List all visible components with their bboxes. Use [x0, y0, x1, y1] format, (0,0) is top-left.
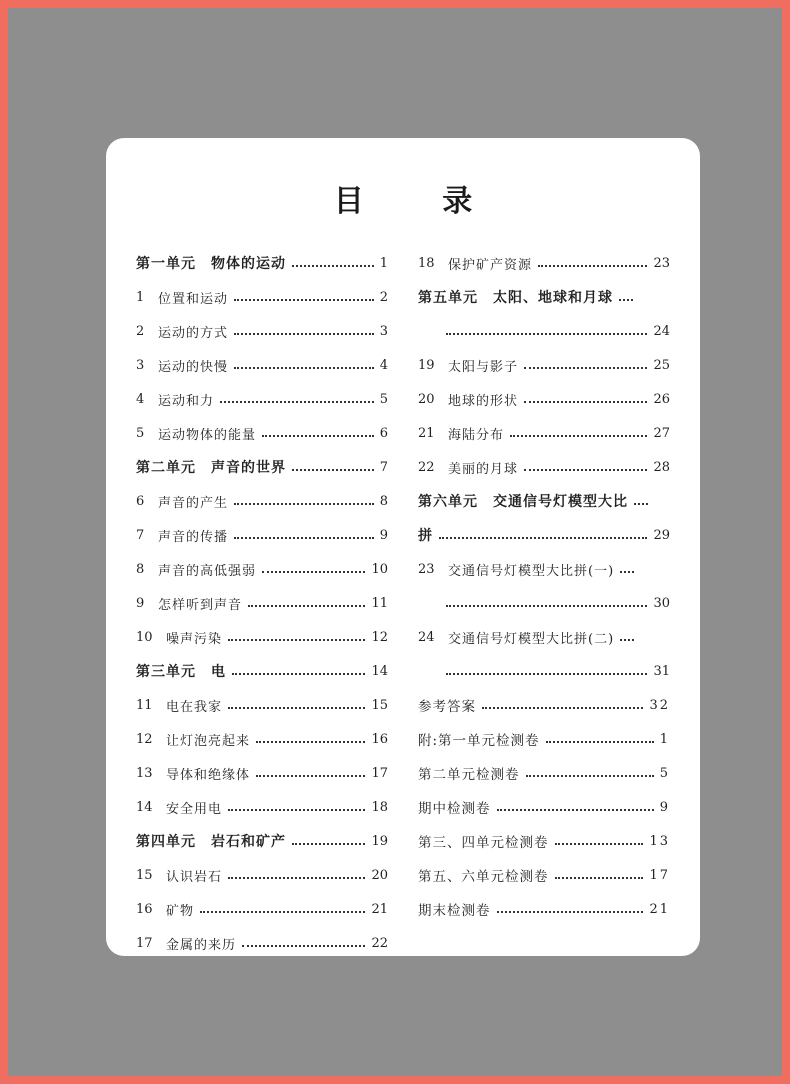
toc-entry-number: 20 [418, 391, 435, 407]
toc-entry[interactable] [418, 382, 670, 416]
toc-leader-dots [256, 775, 365, 777]
toc-entry-label: 第一单元 物体的运动 [136, 256, 286, 272]
toc-entry-label: 第四单元 岩石和矿产 [136, 834, 286, 850]
toc-entry[interactable] [136, 756, 388, 790]
toc-entry-label: 第五、六单元检测卷 [418, 869, 549, 885]
toc-entry[interactable] [418, 552, 670, 586]
toc-leader-dots [232, 673, 365, 675]
toc-leader-dots [292, 469, 374, 471]
toc-leader-dots [497, 911, 644, 913]
toc-leader-dots [262, 435, 374, 437]
toc-leader-dots [256, 741, 365, 743]
toc-leader-dots [446, 673, 647, 675]
toc-entry[interactable] [418, 858, 670, 892]
toc-entry-page: 5 [659, 765, 670, 781]
toc-leader-dots [634, 503, 648, 505]
toc-entry-label: 第三单元 电 [136, 664, 226, 680]
toc-entry-page: 24 [653, 323, 670, 339]
toc-leader-dots [620, 571, 634, 573]
toc-leader-dots [228, 707, 365, 709]
toc-entry[interactable] [136, 858, 388, 892]
toc-entry[interactable] [136, 484, 388, 518]
toc-leader-dots [234, 537, 374, 539]
toc-entry-page: 14 [371, 663, 388, 679]
toc-entry[interactable] [136, 314, 388, 348]
toc-leader-dots [228, 639, 365, 641]
toc-entry[interactable] [418, 722, 670, 756]
toc-entry-label: 声音的传播 [158, 529, 229, 545]
toc-entry[interactable] [418, 518, 670, 552]
toc-entry[interactable] [136, 926, 388, 956]
toc-leader-dots [234, 333, 374, 335]
toc-entry[interactable] [136, 416, 388, 450]
toc-entry-page: 29 [653, 527, 670, 543]
toc-entry[interactable] [418, 892, 670, 926]
toc-entry[interactable] [136, 790, 388, 824]
toc-entry-page: 30 [653, 595, 670, 611]
toc-leader-dots [482, 707, 643, 709]
toc-entry-page: 23 [653, 255, 670, 271]
toc-entry-number: 3 [136, 357, 145, 373]
toc-entry-number: 19 [418, 357, 435, 373]
toc-entry[interactable] [136, 246, 388, 280]
toc-entry-label: 金属的来历 [166, 937, 237, 953]
toc-leader-dots [292, 843, 365, 845]
toc-entry-page: 6 [379, 425, 388, 441]
toc-entry-page: 1 [659, 731, 670, 747]
toc-entry[interactable] [418, 756, 670, 790]
toc-entry-label: 怎样听到声音 [158, 597, 243, 613]
toc-entry-page: 17 [649, 867, 670, 883]
toc-entry-label: 拼 [418, 528, 433, 544]
toc-entry-page: 13 [649, 833, 670, 849]
toc-entry-page: 21 [371, 901, 388, 917]
toc-entry-page: 31 [653, 663, 670, 679]
toc-leader-dots [446, 605, 647, 607]
toc-entry-number: 9 [136, 595, 145, 611]
toc-card [106, 138, 700, 956]
toc-entry[interactable] [136, 280, 388, 314]
toc-leader-dots [555, 877, 644, 879]
toc-entry-number: 2 [136, 323, 145, 339]
toc-entry-number: 8 [136, 561, 145, 577]
toc-entry-label: 期末检测卷 [418, 903, 491, 919]
toc-entry[interactable] [418, 280, 670, 314]
toc-entry[interactable] [418, 688, 670, 722]
toc-entry-number: 10 [136, 629, 153, 645]
toc-entry-page: 3 [379, 323, 388, 339]
toc-entry-number: 5 [136, 425, 145, 441]
toc-entry[interactable] [136, 620, 388, 654]
toc-entry[interactable] [418, 790, 670, 824]
toc-entry-page: 18 [371, 799, 388, 815]
toc-entry-number: 4 [136, 391, 145, 407]
toc-entry[interactable] [136, 450, 388, 484]
toc-entry-label: 第三、四单元检测卷 [418, 835, 549, 851]
toc-leader-dots [242, 945, 365, 947]
toc-entry-page: 9 [659, 799, 670, 815]
toc-entry[interactable] [418, 484, 670, 518]
toc-leader-dots [524, 469, 647, 471]
toc-leader-dots [200, 911, 365, 913]
toc-entry[interactable] [136, 824, 388, 858]
toc-entry-label: 交通信号灯模型大比拼(二) [448, 631, 615, 647]
toc-entry-label: 太阳与影子 [448, 359, 519, 375]
toc-entry-number: 18 [418, 255, 435, 271]
toc-entry[interactable] [418, 246, 670, 280]
toc-entry[interactable] [418, 824, 670, 858]
toc-leader-dots [524, 367, 647, 369]
toc-entry[interactable] [418, 416, 670, 450]
toc-leader-dots [234, 299, 374, 301]
toc-entry-label: 安全用电 [166, 801, 223, 817]
toc-entry-page: 12 [371, 629, 388, 645]
toc-entry-label: 运动的方式 [158, 325, 229, 341]
toc-leader-dots [524, 401, 647, 403]
toc-entry-label: 导体和绝缘体 [166, 767, 251, 783]
toc-entry[interactable] [418, 450, 670, 484]
toc-entry-label: 让灯泡亮起来 [166, 733, 251, 749]
toc-entry-page: 9 [379, 527, 388, 543]
toc-entry[interactable] [418, 620, 670, 654]
toc-entry-number: 22 [418, 459, 435, 475]
toc-leader-dots [538, 265, 647, 267]
toc-entry-label: 运动和力 [158, 393, 215, 409]
toc-entry-number: 14 [136, 799, 153, 815]
toc-entry-label: 声音的产生 [158, 495, 229, 511]
toc-entry-number: 21 [418, 425, 435, 441]
toc-leader-dots [262, 571, 365, 573]
toc-leader-dots [497, 809, 654, 811]
page-background [8, 8, 782, 1076]
toc-leader-dots [228, 877, 365, 879]
toc-entry-page: 27 [653, 425, 670, 441]
toc-entry-page: 28 [653, 459, 670, 475]
toc-entry-page: 5 [379, 391, 388, 407]
toc-entry-number: 12 [136, 731, 153, 747]
toc-entry-label: 第二单元 声音的世界 [136, 460, 286, 476]
toc-entry-label: 保护矿产资源 [448, 257, 533, 273]
toc-entry-page: 25 [653, 357, 670, 373]
toc-entry[interactable] [136, 518, 388, 552]
toc-entry-number: 16 [136, 901, 153, 917]
toc-entry[interactable] [418, 348, 670, 382]
toc-entry-number: 11 [136, 697, 153, 713]
toc-entry[interactable] [418, 654, 670, 688]
toc-leader-dots [546, 741, 654, 743]
toc-entry-page: 2 [379, 289, 388, 305]
toc-title: 目 录 [333, 184, 507, 219]
toc-leader-dots [510, 435, 647, 437]
toc-entry-label: 运动的快慢 [158, 359, 229, 375]
toc-entry-label: 期中检测卷 [418, 801, 491, 817]
toc-entry-number: 17 [136, 935, 153, 951]
toc-entry-label: 交通信号灯模型大比拼(一) [448, 563, 615, 579]
toc-entry-label: 第五单元 太阳、地球和月球 [418, 290, 613, 306]
toc-entry[interactable] [418, 314, 670, 348]
toc-leader-dots [248, 605, 365, 607]
toc-entry-number: 13 [136, 765, 153, 781]
toc-entry-page: 21 [649, 901, 670, 917]
toc-entry-label: 参考答案 [418, 699, 476, 715]
toc-entry[interactable] [136, 348, 388, 382]
toc-entry-number: 15 [136, 867, 153, 883]
toc-entry-page: 20 [371, 867, 388, 883]
toc-entry-number: 7 [136, 527, 145, 543]
toc-entry-page: 15 [371, 697, 388, 713]
toc-entry-label: 矿物 [166, 903, 195, 919]
toc-leader-dots [228, 809, 365, 811]
toc-entry[interactable] [136, 722, 388, 756]
toc-entry-page: 7 [379, 459, 388, 475]
toc-entry-label: 声音的高低强弱 [158, 563, 257, 579]
toc-entry[interactable] [418, 586, 670, 620]
toc-leader-dots [234, 367, 374, 369]
toc-entry-page: 4 [379, 357, 388, 373]
toc-entry[interactable] [136, 688, 388, 722]
toc-entry-page: 1 [379, 255, 388, 271]
toc-entry[interactable] [136, 586, 388, 620]
toc-leader-dots [526, 775, 654, 777]
toc-entry-number: 1 [136, 289, 145, 305]
toc-entry-number: 24 [418, 629, 435, 645]
toc-right-column [418, 246, 670, 926]
toc-entry-label: 电在我家 [166, 699, 223, 715]
toc-leader-dots [446, 333, 647, 335]
toc-leader-dots [220, 401, 374, 403]
toc-leader-dots [555, 843, 644, 845]
toc-entry-label: 运动物体的能量 [158, 427, 257, 443]
toc-entry-number: 23 [418, 561, 435, 577]
toc-leader-dots [619, 299, 633, 301]
toc-entry[interactable] [136, 382, 388, 416]
toc-entry-label: 位置和运动 [158, 291, 229, 307]
toc-entry-label: 地球的形状 [448, 393, 519, 409]
toc-entry-label: 美丽的月球 [448, 461, 519, 477]
toc-leader-dots [234, 503, 374, 505]
toc-entry-label: 附:第一单元检测卷 [418, 733, 540, 749]
toc-entry-page: 32 [649, 697, 670, 713]
toc-leader-dots [620, 639, 634, 641]
toc-entry-label: 第六单元 交通信号灯模型大比 [418, 494, 628, 510]
toc-entry-page: 16 [371, 731, 388, 747]
toc-entry-page: 11 [371, 595, 388, 611]
toc-entry[interactable] [136, 892, 388, 926]
toc-left-column [136, 246, 388, 956]
toc-entry-page: 22 [371, 935, 388, 951]
toc-entry-page: 19 [371, 833, 388, 849]
toc-entry-label: 第二单元检测卷 [418, 767, 520, 783]
toc-entry-number: 6 [136, 493, 145, 509]
toc-entry-label: 认识岩石 [166, 869, 223, 885]
toc-leader-dots [292, 265, 374, 267]
toc-entry[interactable] [136, 654, 388, 688]
toc-entry[interactable] [136, 552, 388, 586]
toc-entry-page: 26 [653, 391, 670, 407]
toc-leader-dots [439, 537, 647, 539]
toc-entry-page: 17 [371, 765, 388, 781]
toc-entry-page: 8 [379, 493, 388, 509]
toc-entry-page: 10 [371, 561, 388, 577]
toc-entry-label: 噪声污染 [166, 631, 223, 647]
toc-entry-label: 海陆分布 [448, 427, 505, 443]
